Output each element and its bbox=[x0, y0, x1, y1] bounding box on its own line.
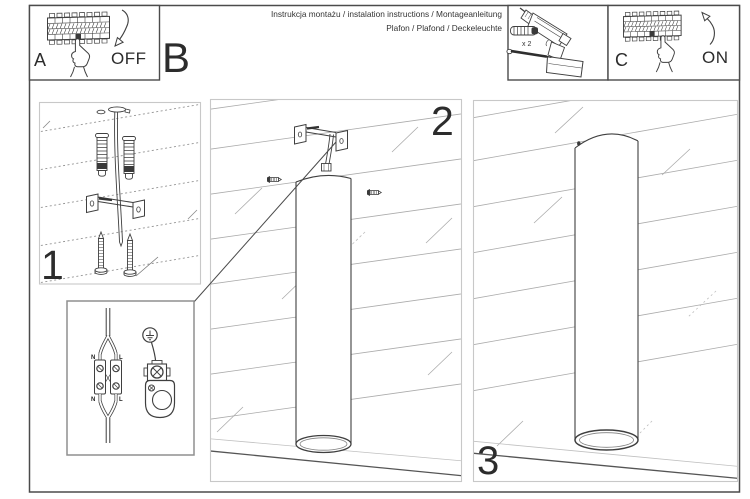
panel-c-label: C bbox=[615, 50, 628, 70]
wall-plug-icon bbox=[511, 27, 539, 36]
power-off-label: OFF bbox=[111, 49, 147, 68]
panel-b-label: B bbox=[162, 34, 191, 81]
terminal-label-l-top: L bbox=[119, 355, 123, 361]
lamp-canopy-body bbox=[146, 381, 175, 418]
mounting-hole bbox=[97, 110, 105, 114]
ground-symbol-icon bbox=[143, 328, 157, 342]
cable-clamp-icon bbox=[144, 361, 170, 381]
step-1-number: 1 bbox=[41, 242, 64, 288]
power-on-label: ON bbox=[702, 48, 729, 67]
fixing-screw-dot bbox=[577, 141, 580, 145]
panel-a-label: A bbox=[34, 50, 47, 70]
lamp-cylinder bbox=[575, 134, 638, 450]
terminal-label-n-bottom: N bbox=[91, 397, 96, 403]
step-3-number: 3 bbox=[477, 439, 500, 483]
lamp-cylinder bbox=[296, 175, 351, 452]
title-line-1: Instrukcja montażu / instalation instructions / Montageanleitung bbox=[270, 9, 502, 19]
title-line-2: Plafon / Plafond / Deckeleuchte bbox=[386, 22, 502, 33]
terminal-label-n-top: N bbox=[91, 355, 96, 361]
sheet-title bbox=[271, 8, 502, 35]
hardware-quantity-label: x 2 bbox=[522, 41, 532, 48]
terminal-label-l-bottom: L bbox=[119, 397, 123, 403]
step-2-number: 2 bbox=[431, 98, 454, 144]
